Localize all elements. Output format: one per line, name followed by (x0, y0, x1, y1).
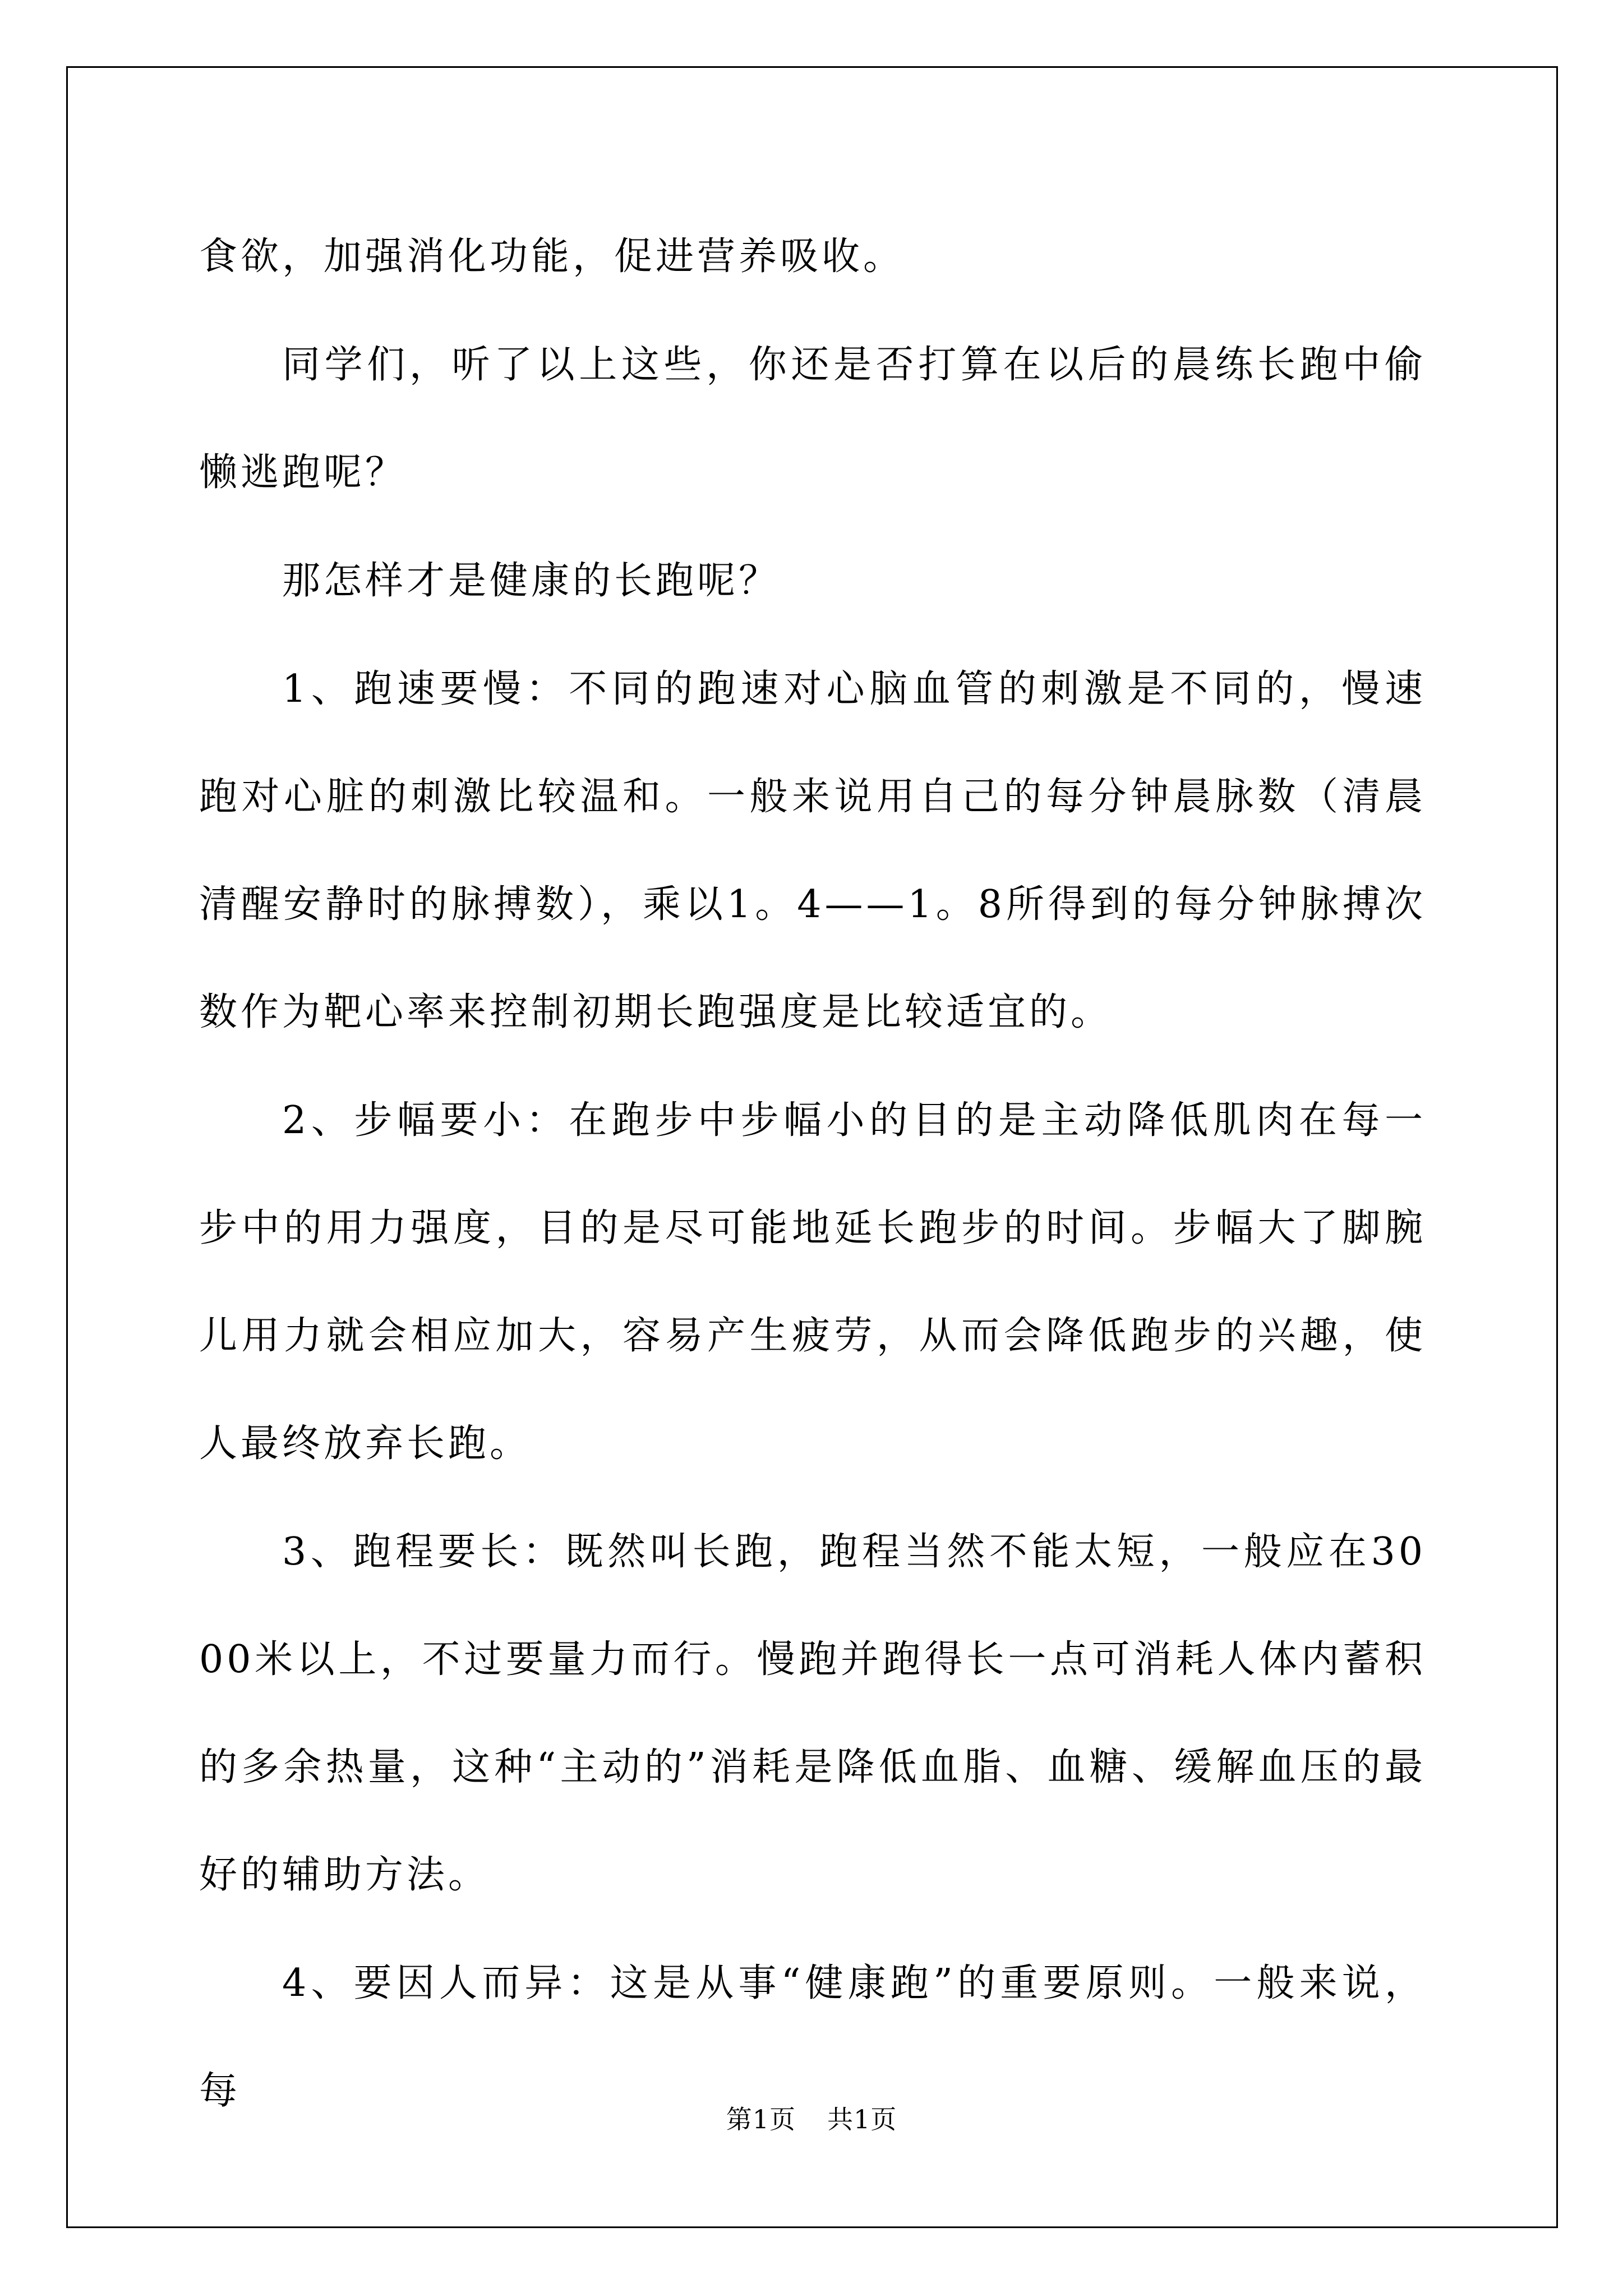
page-number: 第1页 (726, 2104, 796, 2134)
document-body (199, 203, 1426, 2146)
paragraph-item-4: 4、要因人而异：这是从事“健康跑”的重要原则。一般来说，每 (199, 1961, 1426, 2113)
paragraph-item-1: 1、跑速要慢：不同的跑速对心脑血管的刺激是不同的，慢速跑对心脏的刺激比较温和。一般来说用自己的每分钟晨脉数（清晨清醒安静时的脉搏数），乘以1。4——1。8所得到的每分钟脉搏次数作为靶心率来控制初期长跑强度是比较适宜的。 (199, 667, 1426, 1034)
paragraph-item-3: 3、跑程要长：既然叫长跑，跑程当然不能太短，一般应在3000米以上，不过要量力而行。慢跑并跑得长一点可消耗人体内蓄积的多余热量，这种“主动的”消耗是降低血脂、血糖、缓解血压的最好的辅助方法。 (199, 1530, 1426, 1897)
page-footer (0, 2102, 1623, 2136)
paragraph-heading-question: 那怎样才是健康的长跑呢？ (282, 559, 781, 603)
paragraph-continuation: 食欲，加强消化功能，促进营养吸收。 (199, 234, 905, 279)
page-total: 共1页 (827, 2104, 897, 2134)
paragraph-question: 同学们，听了以上这些，你还是否打算在以后的晨练长跑中偷懒逃跑呢？ (199, 343, 1426, 495)
paragraph-item-2: 2、步幅要小：在跑步中步幅小的目的是主动降低肌肉在每一步中的用力强度，目的是尽可能地延长跑步的时间。步幅大了脚腕儿用力就会相应加大，容易产生疲劳，从而会降低跑步的兴趣，使人最终放弃长跑。 (199, 1098, 1426, 1466)
